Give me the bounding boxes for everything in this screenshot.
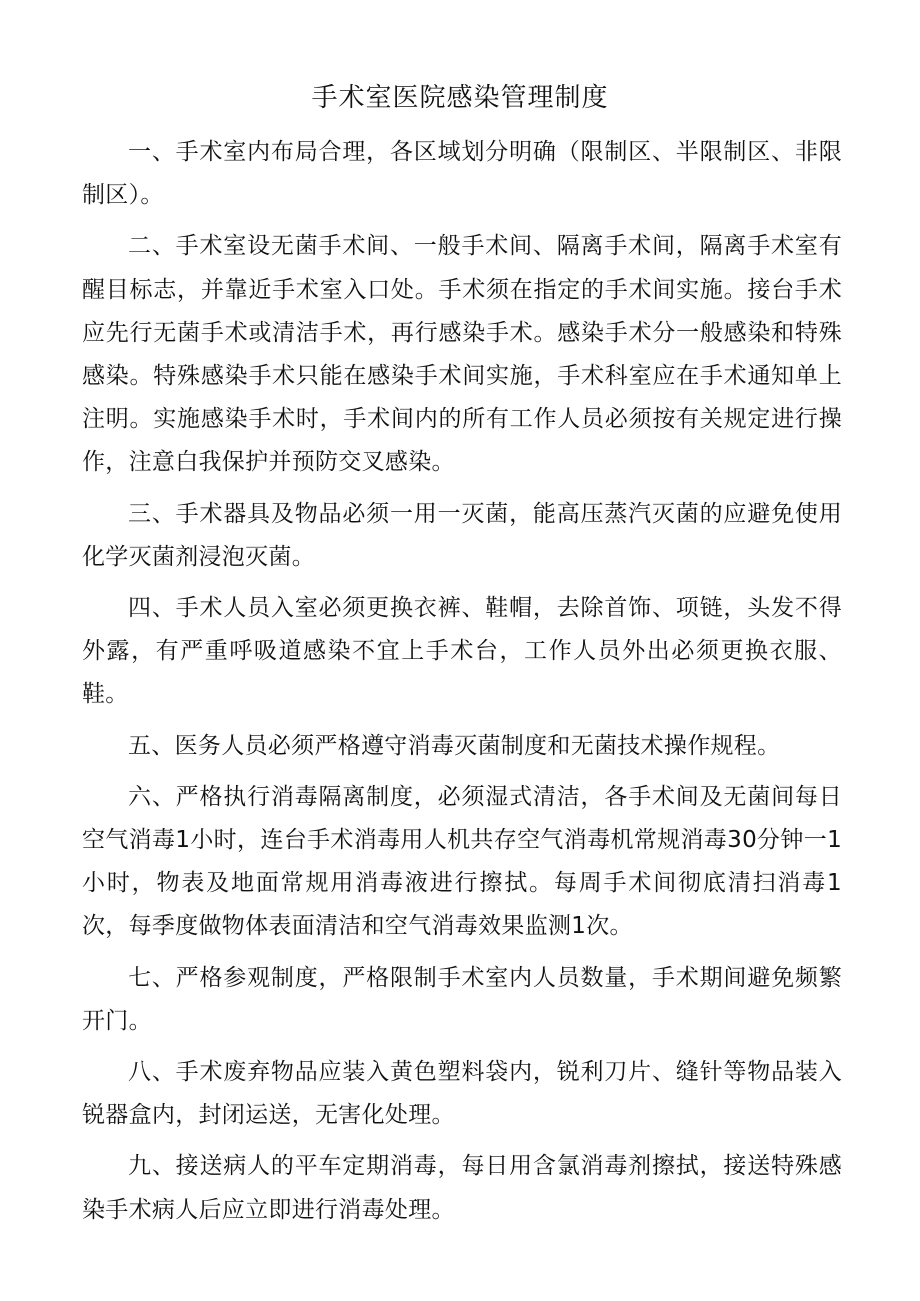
paragraph-8: 八、手术废弃物品应装入黄色塑料袋内，锐利刀片、缝针等物品装入锐器盒内，封闭运送，无害化处理。 bbox=[82, 1059, 842, 1129]
document-body bbox=[82, 131, 842, 1240]
paragraph-6: 六、严格执行消毒隔离制度，必须湿式清洁，各手术间及无菌间每日空气消毒1小时，连台手术消毒用人机共存空气消毒机常规消毒30分钟一1小时，物表及地面常规用消毒液进行擦拭。每周手术间彻底清扫消毒1次，每季度做物体表面清洁和空气消毒效果监测1次。 bbox=[82, 783, 842, 940]
paragraph-3: 三、手术器具及物品必须一用一灭菌，能高压蒸汽灭菌的应避免使用化学灭菌剂浸泡灭菌。 bbox=[82, 500, 842, 570]
paragraph-4: 四、手术人员入室必须更换衣裤、鞋帽，去除首饰、项链，头发不得外露，有严重呼吸道感染不宜上手术台，工作人员外出必须更换衣服、鞋。 bbox=[82, 595, 842, 708]
paragraph-5: 五、医务人员必须严格遵守消毒灭菌制度和无菌技术操作规程。 bbox=[128, 732, 781, 759]
paragraph-7: 七、严格参观制度，严格限制手术室内人员数量，手术期间避免频繁开门。 bbox=[82, 964, 842, 1034]
paragraph-2: 二、手术室设无菌手术间、一般手术间、隔离手术间，隔离手术室有醒目标志，并靠近手术室入口处。手术须在指定的手术间实施。接台手术应先行无菌手术或清洁手术，再行感染手术。感染手术分一般感染和特殊感染。特殊感染手术只能在感染手术间实施，手术科室应在手术通知单上注明。实施感染手术时，手术间内的所有工作人员必须按有关规定进行操作，注意白我保护并预防交叉感染。 bbox=[82, 233, 842, 476]
paragraph-9: 九、接送病人的平车定期消毒，每日用含氯消毒剂擦拭，接送特殊感染手术病人后应立即进行消毒处理。 bbox=[82, 1153, 842, 1223]
paragraph-1: 一、手术室内布局合理，各区域划分明确（限制区、半限制区、非限制区）。 bbox=[82, 139, 842, 209]
document-title: 手术室医院感染管理制度 bbox=[311, 83, 609, 113]
